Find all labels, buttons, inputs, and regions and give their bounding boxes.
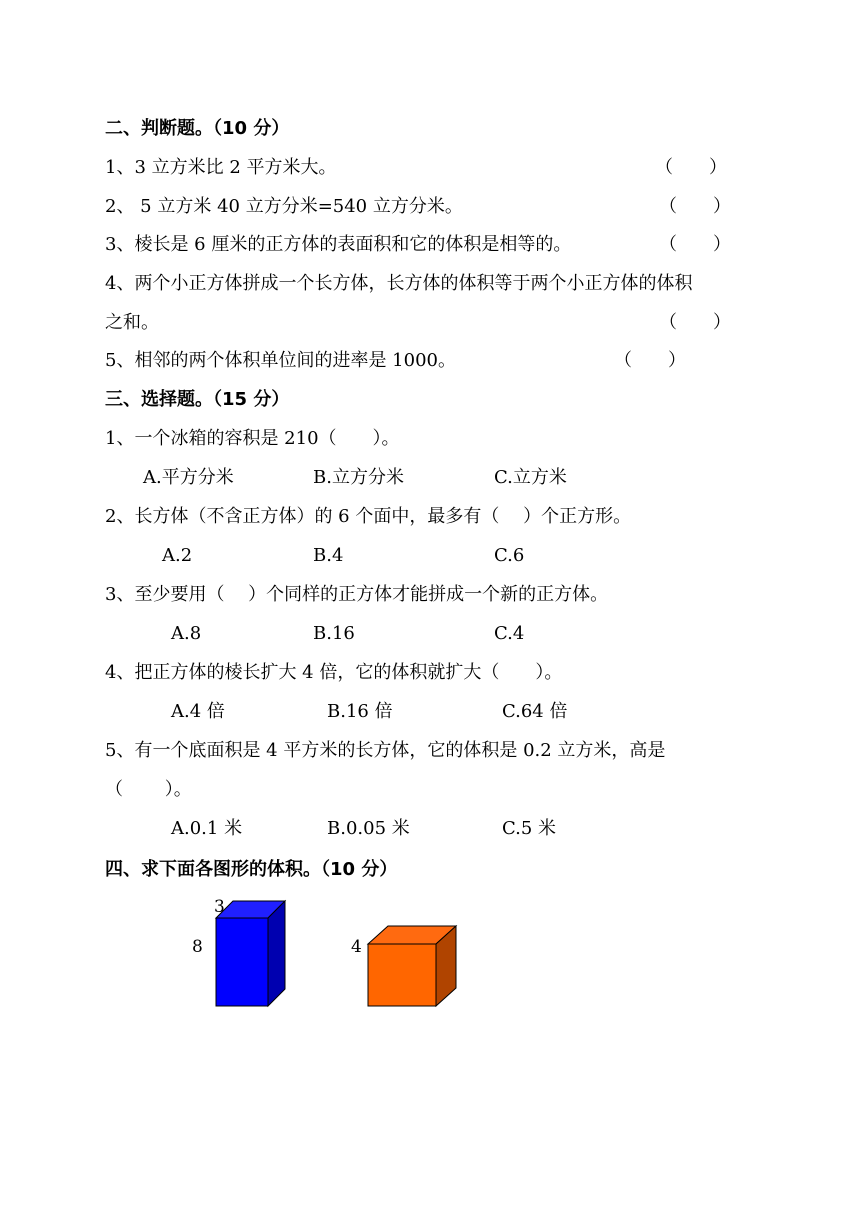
prism-side-face bbox=[268, 901, 285, 1006]
choice-item-5: 5、有一个底面积是 4 平方米的长方体，它的体积是 0.2 立方米，高是 bbox=[105, 740, 666, 761]
choice-5-option-b: B.0.05 米 bbox=[327, 818, 410, 839]
choice-4-option-a: A.4 倍 bbox=[171, 701, 225, 722]
choice-item-1: 1、一个冰箱的容积是 210（ ）。 bbox=[105, 428, 400, 449]
judge-item-4: 4、两个小正方体拼成一个长方体，长方体的体积等于两个小正方体的体积 bbox=[105, 273, 693, 294]
choice-3-option-b: B.16 bbox=[313, 623, 355, 644]
answer-paren-4[interactable]: （ ） bbox=[659, 312, 731, 333]
answer-paren-2[interactable]: （ ） bbox=[659, 196, 731, 217]
choice-2-option-b: B.4 bbox=[313, 545, 344, 566]
prism-height-label: 8 bbox=[192, 937, 203, 957]
choice-item-3: 3、至少要用（ ）个同样的正方体才能拼成一个新的正方体。 bbox=[105, 584, 609, 605]
section4-heading: 四、求下面各图形的体积。（10 分） bbox=[105, 859, 398, 880]
answer-paren-5[interactable]: （ ） bbox=[614, 350, 686, 371]
choice-2-option-a: A.2 bbox=[162, 545, 193, 566]
section2-heading: 二、判断题。（10 分） bbox=[105, 118, 290, 139]
choice-1-option-c: C.立方米 bbox=[494, 467, 567, 488]
judge-item-5: 5、相邻的两个体积单位间的进率是 1000。 bbox=[105, 350, 456, 371]
choice-4-option-c: C.64 倍 bbox=[502, 701, 568, 722]
choice-3-option-c: C.4 bbox=[494, 623, 525, 644]
prism-front-face bbox=[216, 918, 268, 1006]
judge-item-3: 3、棱长是 6 厘米的正方体的表面积和它的体积是相等的。 bbox=[105, 234, 572, 255]
judge-item-2: 2、 5 立方米 40 立方分米=540 立方分米。 bbox=[105, 196, 463, 217]
answer-paren-1[interactable]: （ ） bbox=[655, 157, 727, 178]
choice-5-option-a: A.0.1 米 bbox=[171, 818, 243, 839]
cube-edge-label: 4 bbox=[351, 937, 362, 957]
choice-1-option-a: A.平方分米 bbox=[143, 467, 234, 488]
choice-5-option-c: C.5 米 bbox=[502, 818, 557, 839]
choice-1-option-b: B.立方分米 bbox=[313, 467, 404, 488]
choice-item-2: 2、长方体（不含正方体）的 6 个面中，最多有（ ）个正方形。 bbox=[105, 506, 632, 527]
cube-figure bbox=[364, 922, 462, 1010]
prism-width-label: 3 bbox=[214, 897, 225, 917]
choice-item-4: 4、把正方体的棱长扩大 4 倍，它的体积就扩大（ ）。 bbox=[105, 662, 563, 683]
section3-heading: 三、选择题。（15 分） bbox=[105, 389, 290, 410]
choice-3-option-a: A.8 bbox=[171, 623, 202, 644]
judge-item-4-continued: 之和。 bbox=[105, 312, 159, 333]
judge-item-1: 1、3 立方米比 2 平方米大。 bbox=[105, 157, 337, 178]
answer-paren-3[interactable]: （ ） bbox=[659, 234, 731, 255]
cube-front-face bbox=[368, 944, 436, 1006]
choice-4-option-b: B.16 倍 bbox=[327, 701, 393, 722]
choice-item-5-continued: （ ）。 bbox=[105, 779, 192, 800]
choice-2-option-c: C.6 bbox=[494, 545, 525, 566]
